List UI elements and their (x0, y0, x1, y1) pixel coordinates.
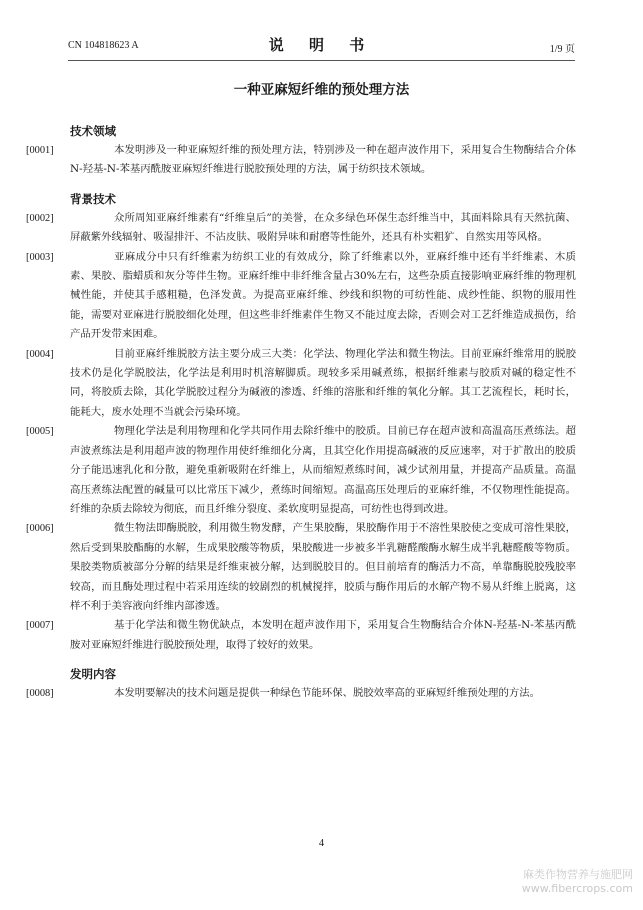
section-heading-tech-field: 技术领域 (70, 124, 116, 138)
paragraph-number: [0001] (26, 145, 54, 156)
paragraph-number: [0003] (26, 251, 54, 263)
paragraph (26, 616, 576, 655)
document-title: 一种亚麻短纤维的预处理方法 (233, 82, 410, 98)
paragraph (26, 141, 576, 180)
paragraph-number: [0005] (26, 426, 54, 438)
patent-number: CN 104818623 A (68, 40, 139, 51)
paragraph-text: 微生物法即酶脱胶，利用微生物发酵，产生果胶酶，果胶酶作用于不溶性果胶使之变成可溶性果胶，然后受到果胶酯酶的水解，生成果胶酸等物质，果胶酸进一步被多半乳糖醛酸酶水解生成半乳糖醛酸等物质。果胶类物质被部分分解的结果是纤维束被分解，达到脱胶目的。但目前培育的酶活力不高，单靠酶脱胶残胶率较高，而且酶处理过程中若采用连续的较剧烈的机械搅拌，胶质与酶作用后的水解产物不易从纤维上脱离，这样不利于美容液向纤维内部渗透。 (70, 522, 576, 612)
paragraph (26, 684, 576, 703)
paragraph (26, 519, 576, 616)
paragraph (26, 248, 576, 345)
paragraph-text: 亚麻成分中只有纤维素为纺织工业的有效成分，除了纤维素以外，亚麻纤维中还有半纤维素、木质素、果胶、脂蜡质和灰分等伴生物。亚麻纤维中非纤维含量占30%左右，这些杂质直接影响亚麻纤维的物理机械性能，并使其手感粗糙，色泽发黄。为提高亚麻纤维、纱线和织物的可纺性能、成纱性能、织物的服用性能，需要对亚麻进行脱胶细化处理，但这些非纤维素伴生物又不能过度去除，否则会对工艺纤维造成损伤，给产品开发带来困难。 (70, 250, 576, 341)
document-type-label: 说 明 书 (268, 36, 375, 54)
paragraph-text: 本发明涉及一种亚麻短纤维的预处理方法，特别涉及一种在超声波作用下，采用复合生物酶结合介体N-羟基-N-苯基丙酰胺亚麻短纤维进行脱胶预处理的方法，属于纺织技术领域。 (70, 144, 576, 176)
watermark-url: www.fibercrops.com (521, 882, 633, 895)
paragraph (26, 345, 576, 423)
paragraph-number: [0007] (26, 620, 54, 632)
site-watermark (522, 868, 633, 896)
paragraph-number: [0004] (26, 348, 54, 360)
paragraph-text: 基于化学法和微生物优缺点，本发明在超声波作用下，采用复合生物酶结合介体N-羟基-N-苯基丙酰胺对亚麻短纤维进行脱胶预处理，取得了较好的效果。 (70, 619, 576, 651)
paragraph-text: 物理化学法是利用物理和化学共同作用去除纤维中的胶质。目前已存在超声波和高温高压煮练法。超声波煮练法是利用超声波的物理作用使纤维细化分离，且其空化作用提高碱液的反应速率，对于扩散出的胶质分子能迅速乳化和分散，避免重新吸附在纤维上，从而缩短煮练时间，减少试剂用量，并提高产品质量。高温高压煮练法配置的碱量可以比常压下减少，煮练时间缩短。高温高压处理后的亚麻纤维，不仅物理性能提高。纤维的杂质去除较为彻底，而且纤维分裂度、柔软度明显提高，可纺性也得到改进。 (70, 425, 576, 515)
paragraph-text: 目前亚麻纤维脱胶方法主要分成三大类：化学法、物理化学法和微生物法。目前亚麻纤维常用的脱胶技术仍是化学脱胶法，化学法是利用时机溶解脚质。现较多采用碱煮练，根据纤维素与胶质对碱的稳定性不同，将胶质去除，其化学脱胶过程分为碱液的渗透、纤维的溶胀和纤维的氧化分解。其工艺流程长，耗时长，能耗大，废水处理不当就会污染环境。 (70, 347, 576, 418)
paragraph (26, 209, 576, 248)
watermark-site-name: 麻类作物营养与施肥网 (523, 868, 633, 881)
paragraph-text: 本发明要解决的技术问题是提供一种绿色节能环保、脱胶效率高的亚麻短纤维预处理的方法。 (114, 687, 541, 700)
section-heading-invention: 发明内容 (70, 667, 116, 682)
document-body (26, 122, 576, 704)
page-header (68, 34, 575, 61)
paragraph-number: [0006] (26, 523, 54, 535)
page-number: 4 (318, 838, 325, 849)
section-heading-background: 背景技术 (70, 191, 116, 206)
paragraph-text: 众所周知亚麻纤维素有“纤维皇后”的美誉，在众多绿色环保生态纤维当中，其面料除具有天然抗菌、屏蔽紫外线辐射、吸湿排汗、不沾皮肤、吸附异味和耐磨等性能外，还具有朴实粗犷、自然实用等风格。 (70, 211, 576, 244)
paragraph (26, 422, 576, 519)
paragraph-number: [0008] (26, 688, 54, 700)
paragraph-number: [0002] (26, 212, 54, 224)
page-count: 1/9 页 (549, 44, 575, 55)
